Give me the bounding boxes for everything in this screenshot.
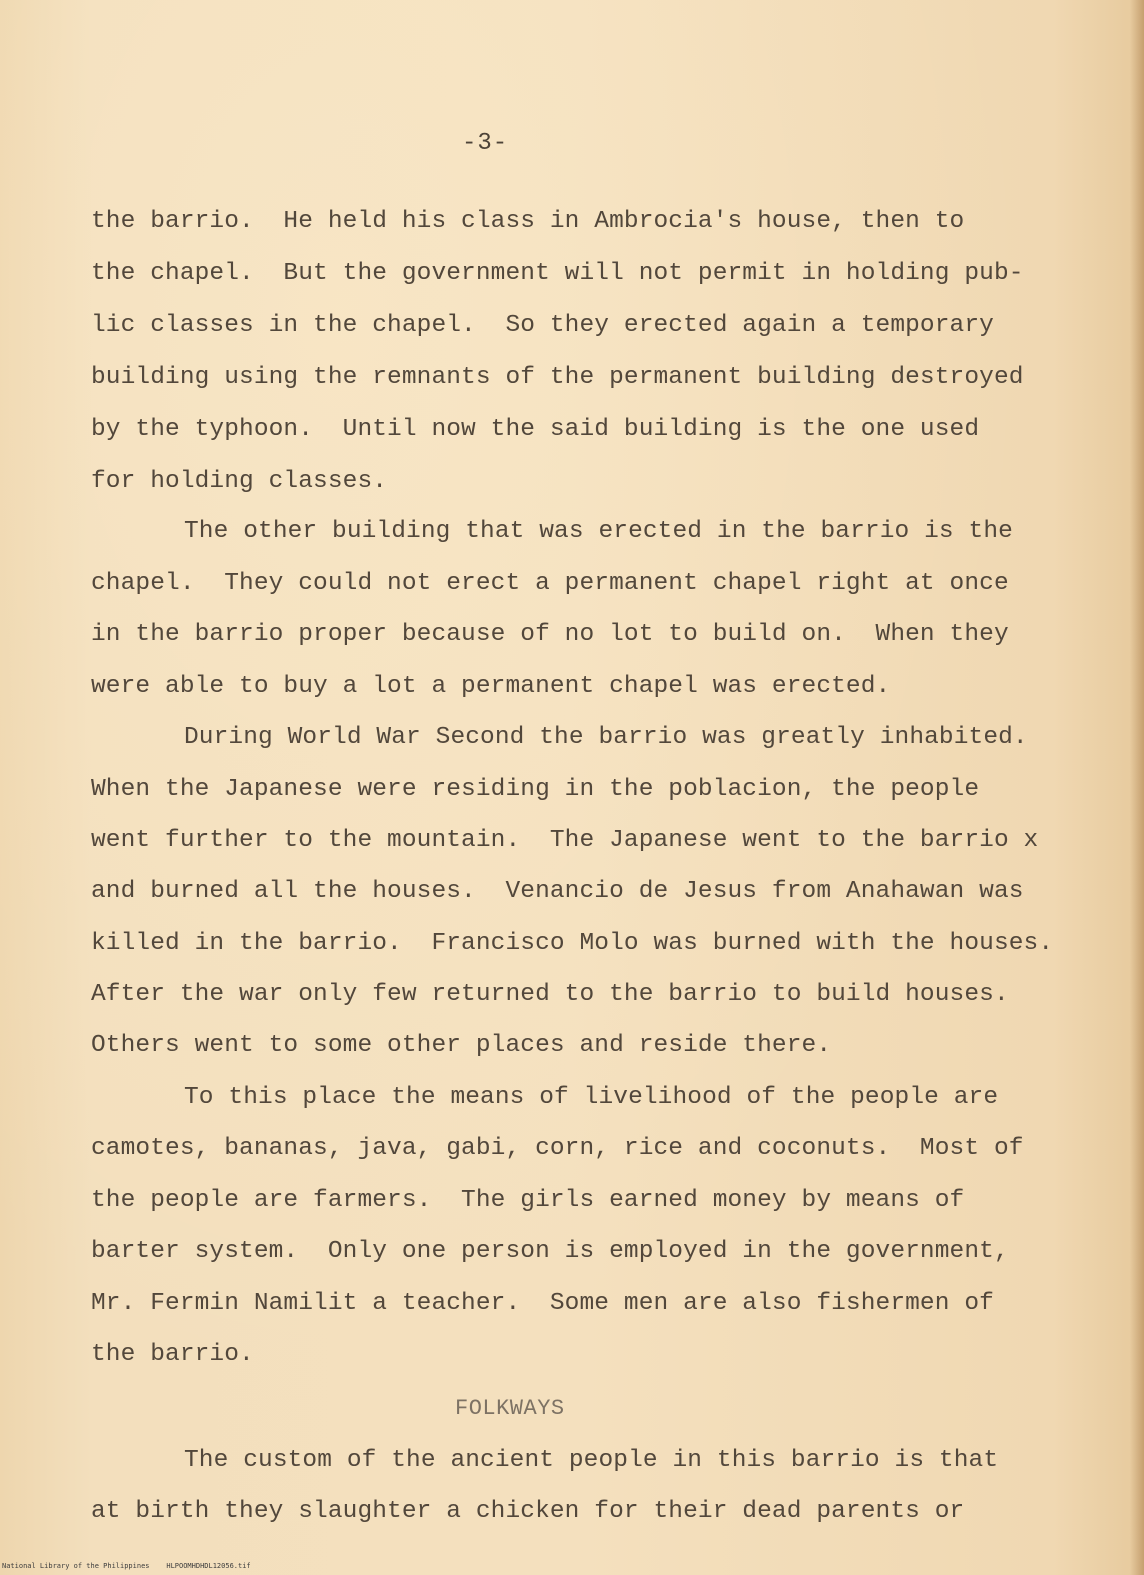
text-line: went further to the mountain. The Japanese went to the barrio x [91,827,1039,854]
paragraph-first-line: During World War Second the barrio was greatly inhabited. [184,724,1028,751]
paragraph-first-line: The other building that was erected in the barrio is the [184,518,1013,545]
paragraph-first-line: To this place the means of livelihood of the people are [184,1084,999,1111]
text-line: were able to buy a lot a permanent chapel was erected. [91,673,891,700]
text-line: chapel. They could not erect a permanent chapel right at once [91,570,1009,597]
section-heading: FOLKWAYS [455,1396,565,1421]
text-line: for holding classes. [91,468,388,495]
page-number: -3- [462,130,509,157]
paragraph-first-line: The custom of the ancient people in this barrio is that [184,1447,999,1474]
text-line: the people are farmers. The girls earned money by means of [91,1187,965,1214]
text-line: the chapel. But the government will not permit in holding pub- [91,260,1024,287]
text-line: killed in the barrio. Francisco Molo was burned with the houses. [91,930,1054,957]
text-line: Mr. Fermin Namilit a teacher. Some men are also fishermen of [91,1290,994,1317]
text-line: at birth they slaughter a chicken for their dead parents or [91,1498,965,1525]
text-line: building using the remnants of the permanent building destroyed [91,364,1024,391]
text-line: After the war only few returned to the barrio to build houses. [91,981,1009,1008]
text-line: camotes, bananas, java, gabi, corn, rice and coconuts. Most of [91,1135,1024,1162]
text-line: lic classes in the chapel. So they erected again a temporary [91,312,994,339]
text-line: the barrio. He held his class in Ambrocia's house, then to [91,208,965,235]
paper-edge-shadow [1130,0,1144,1575]
text-line: in the barrio proper because of no lot to build on. When they [91,621,1009,648]
text-line: When the Japanese were residing in the poblacion, the people [91,776,980,803]
text-line: by the typhoon. Until now the said building is the one used [91,416,980,443]
text-line: Others went to some other places and reside there. [91,1032,832,1059]
text-line: and burned all the houses. Venancio de Jesus from Anahawan was [91,878,1024,905]
scan-footer-caption: National Library of the Philippines HLPOOMHDHDL12056.tif [2,1562,251,1570]
text-line: barter system. Only one person is employed in the government, [91,1238,1009,1265]
text-line: the barrio. [91,1341,254,1368]
